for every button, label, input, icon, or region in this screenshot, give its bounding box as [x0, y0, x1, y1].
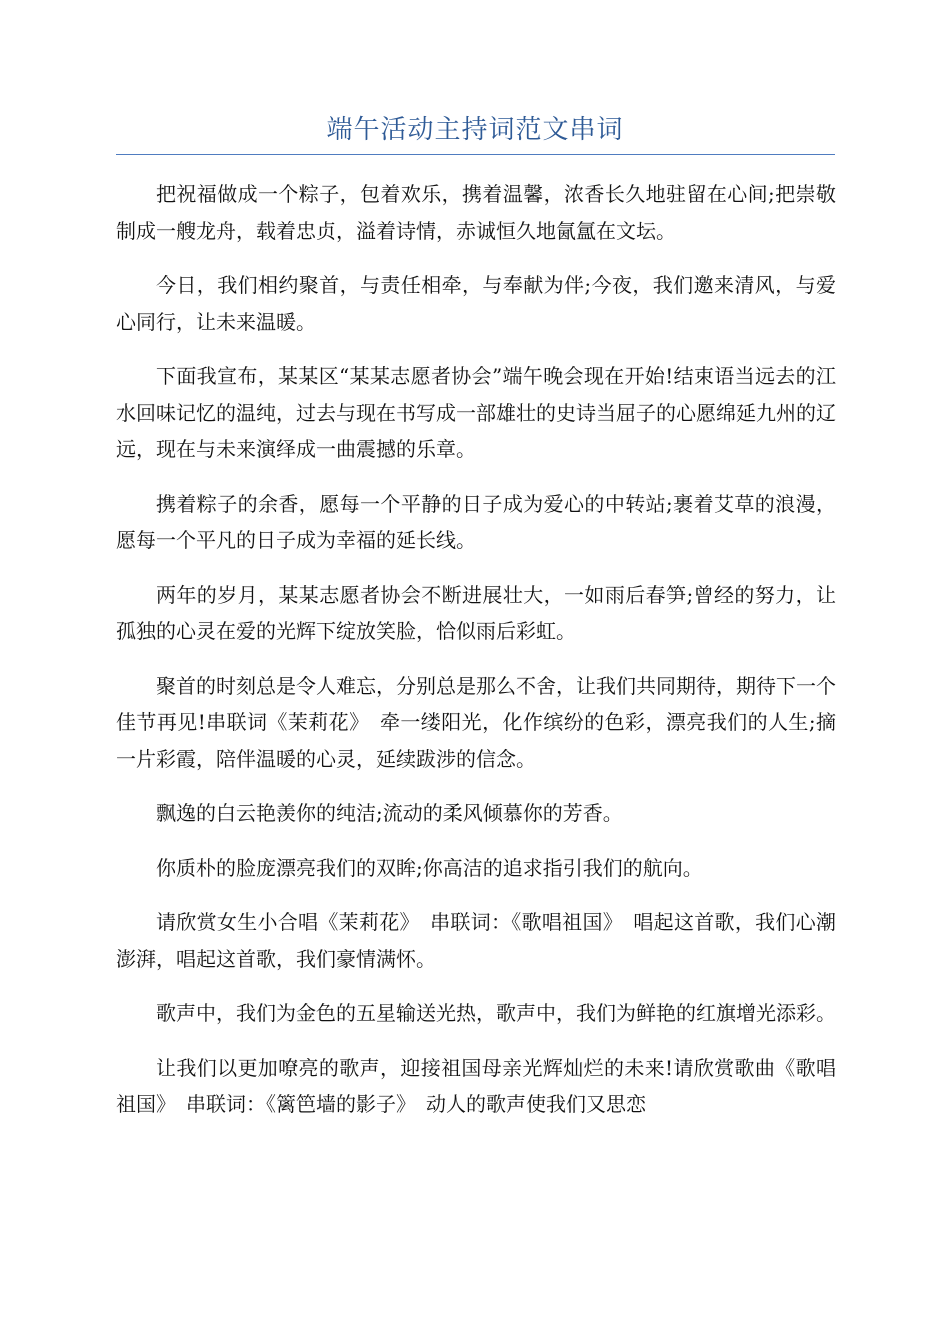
paragraph-3: 下面我宣布，某某区“某某志愿者协会”端午晚会现在开始!结束语当远去的江水回味记忆的温纯，过去与现在书写成一部雄壮的史诗当屈子的心愿绵延九州的辽远，现在与未来演绎成一曲震撼的乐章。 — [116, 364, 836, 461]
document-title: 端午活动主持词范文串词 — [326, 115, 624, 145]
paragraph-2: 今日，我们相约聚首，与责任相牵，与奉献为伴;今夜，我们邀来清风，与爱心同行，让未来温暖。 — [116, 273, 836, 334]
paragraph-6: 聚首的时刻总是令人难忘，分别总是那么不舍，让我们共同期待，期待下一个佳节再见!串联词《茉莉花》 牵一缕阳光，化作缤纷的色彩，漂亮我们的人生;摘一片彩霞，陪伴温暖的心灵，延续跋涉的信念。 — [116, 673, 836, 771]
paragraph-10: 歌声中，我们为金色的五星输送光热，歌声中，我们为鲜艳的红旗增光添彩。 — [156, 1001, 836, 1025]
paragraph-11: 让我们以更加嘹亮的歌声，迎接祖国母亲光辉灿烂的未来!请欣赏歌曲《歌唱祖国》 串联词：《篱笆墙的影子》 动人的歌声使我们又思恋 — [116, 1055, 836, 1116]
document-body — [116, 176, 836, 1141]
paragraph-7: 飘逸的白云艳羡你的纯洁;流动的柔风倾慕你的芳香。 — [156, 801, 623, 825]
paragraph-9: 请欣赏女生小合唱《茉莉花》 串联词：《歌唱祖国》 唱起这首歌，我们心潮澎湃，唱起这首歌，我们豪情满怀。 — [116, 910, 836, 971]
paragraph-5: 两年的岁月，某某志愿者协会不断进展壮大，一如雨后春笋;曾经的努力，让孤独的心灵在爱的光辉下绽放笑脸，恰似雨后彩虹。 — [116, 582, 836, 643]
paragraph-4: 携着粽子的余香，愿每一个平静的日子成为爱心的中转站;裹着艾草的浪漫，愿每一个平凡的日子成为幸福的延长线。 — [116, 491, 836, 552]
title-underline — [116, 154, 835, 155]
paragraph-8: 你质朴的脸庞漂亮我们的双眸;你高洁的追求指引我们的航向。 — [156, 855, 703, 880]
paragraph-1: 把祝福做成一个粽子，包着欢乐，携着温馨，浓香长久地驻留在心间;把崇敬制成一艘龙舟，载着忠贞，溢着诗情，赤诚恒久地氤氲在文坛。 — [116, 182, 836, 243]
